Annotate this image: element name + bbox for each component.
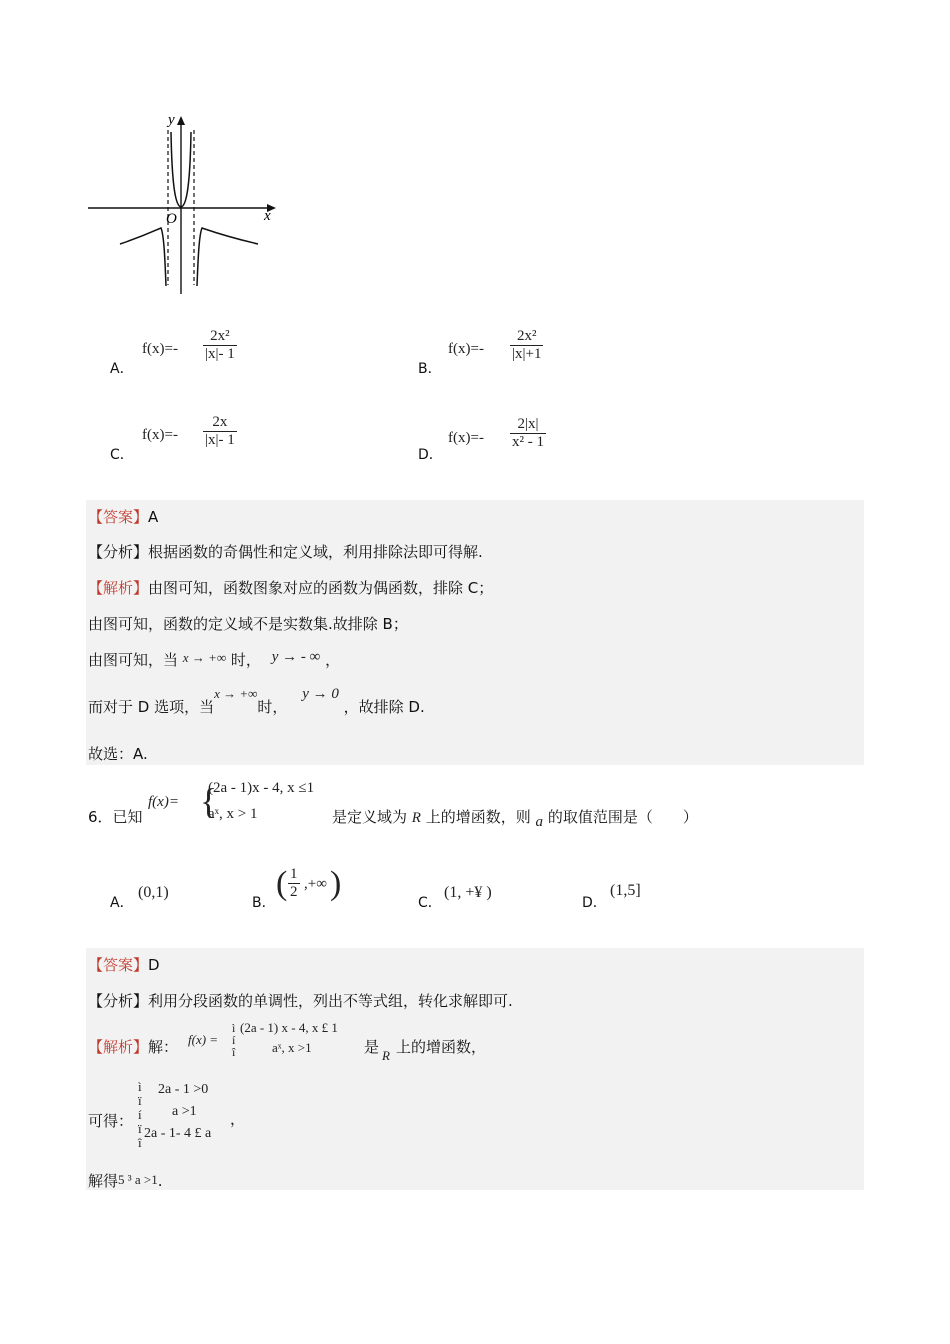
line3-math-1: x → +∞ <box>182 650 227 665</box>
option-lhs: f(x)=- <box>142 341 178 357</box>
option-fraction <box>203 328 237 363</box>
option-fraction <box>203 414 237 449</box>
answer-tag: 【答案】 <box>88 508 149 526</box>
line3-text-a: 由图可知，当 <box>88 651 179 669</box>
fraction-denominator: |x|+1 <box>512 346 542 362</box>
line4-math-1: x → +∞ <box>214 686 258 701</box>
sol-fx: f(x) = <box>188 1032 219 1047</box>
paren-open: ( <box>276 865 288 902</box>
x-axis-label: x <box>264 208 271 224</box>
line4-text-c: ，故排除 D. <box>343 698 425 716</box>
solution-tag: 【解析】 <box>88 1038 149 1056</box>
sol-piece-1: (2a - 1) x - 4, x £ 1 <box>240 1020 338 1035</box>
fraction-numerator: 2x² <box>203 328 237 346</box>
conclusion-line: 故选：A. <box>88 745 148 763</box>
result-line <box>88 1170 163 1191</box>
line3-text-c: ， <box>325 651 341 669</box>
option-letter: B． <box>252 895 276 911</box>
option-fraction <box>288 866 300 901</box>
answer-tag: 【答案】 <box>88 956 149 974</box>
q5-solution-box <box>86 500 864 765</box>
option-fraction <box>510 328 543 363</box>
function-graph <box>84 110 284 300</box>
sol-brace: ì í î <box>232 1021 236 1059</box>
line3-math-2: y → - ∞ <box>271 649 321 665</box>
line4-text-a: 而对于 D 选项，当 <box>88 698 215 716</box>
analysis-text: 利用分段函数的单调性，列出不等式组，转化求解即可. <box>148 992 513 1010</box>
analysis-text: 根据函数的奇偶性和定义域，利用排除法即可得解. <box>148 543 483 561</box>
q6-piece-2: aˣ, x > 1 <box>208 806 258 822</box>
q6-fx <box>148 794 179 811</box>
option-letter: C． <box>110 447 134 463</box>
stem-part-a: 是定义域为 <box>332 808 408 826</box>
option-letter: D． <box>418 447 443 463</box>
solution-line-2: 由图可知，函数的定义域不是实数集.故排除 B； <box>88 615 408 633</box>
analysis-line <box>88 990 513 1011</box>
fraction-denominator: |x|- 1 <box>205 432 235 448</box>
paren-close: ) <box>330 865 342 902</box>
analysis-line <box>88 541 483 562</box>
option-letter: A． <box>110 361 134 377</box>
solution-tag: 【解析】 <box>88 579 149 597</box>
line4-math-2: y → 0 <box>302 686 339 702</box>
fraction-numerator: 2x² <box>510 328 543 346</box>
sol-R: R <box>382 1048 390 1063</box>
inequality-system <box>88 1078 388 1148</box>
stem-R: R <box>411 810 421 826</box>
answer-value: A <box>148 508 159 526</box>
option-lhs: f(x)=- <box>448 430 484 446</box>
question-number: 6．已知 <box>88 808 143 826</box>
fraction-denominator: 2 <box>290 884 298 900</box>
result-label: 解得 <box>88 1172 119 1190</box>
answer-line <box>88 954 160 975</box>
solution-text: 由图可知，函数图象对应的函数为偶函数，排除 C； <box>148 579 494 597</box>
solution-label <box>88 1036 178 1057</box>
origin-label: O <box>166 211 177 227</box>
sol-mid: 是 <box>364 1038 380 1056</box>
result-end: . <box>157 1172 163 1190</box>
stem-a-var: a <box>535 814 544 830</box>
solution-line-1 <box>88 577 493 598</box>
y-axis-label: y <box>168 112 175 128</box>
curve-right <box>197 228 258 286</box>
ineq-1: 2a - 1 >0 <box>158 1082 209 1097</box>
result-math: 5 ³ a >1 <box>118 1172 158 1187</box>
curve-left <box>120 228 166 286</box>
y-axis-arrow <box>177 116 185 125</box>
q6-piece-1: (2a - 1)x - 4, x ≤1 <box>208 780 315 796</box>
fraction-denominator: x² - 1 <box>512 434 544 450</box>
solution-line-3 <box>88 649 340 670</box>
fraction-numerator: 1 <box>290 866 298 882</box>
solution-line-4 <box>88 686 425 717</box>
solution-line-1 <box>88 1018 588 1068</box>
option-letter: D． <box>582 895 607 911</box>
analysis-tag: 【分析】 <box>88 543 149 561</box>
option-value: (1,5] <box>610 882 641 899</box>
sol-end: 上的增函数， <box>396 1038 487 1056</box>
analysis-tag: 【分析】 <box>88 992 149 1010</box>
graph-svg <box>84 110 284 300</box>
option-lhs: f(x)=- <box>142 427 178 443</box>
option-value-rest: ,+∞ <box>304 876 327 892</box>
fraction-numerator: 2|x| <box>510 416 546 434</box>
answer-line <box>88 506 158 527</box>
option-letter: B． <box>418 361 442 377</box>
option-lhs: f(x)=- <box>448 341 484 357</box>
piecewise-brace: { <box>200 781 218 821</box>
q6-stem <box>86 775 866 835</box>
get-label: 可得： <box>88 1112 134 1130</box>
q6-stem-text <box>332 806 698 830</box>
option-value: (0,1) <box>138 884 169 901</box>
option-value: (1, +¥ ) <box>444 884 492 901</box>
stem-part-b: 上的增函数，则 <box>425 808 531 826</box>
q6-solution-box <box>86 948 864 1190</box>
solution-intro: 解： <box>148 1038 179 1056</box>
option-fraction <box>510 416 546 451</box>
option-letter: A． <box>110 895 134 911</box>
sol-piece-2: aˣ, x >1 <box>272 1040 312 1055</box>
fraction-denominator: |x|- 1 <box>205 346 235 362</box>
line3-text-b: 时， <box>230 651 261 669</box>
ineq-2: a >1 <box>172 1104 197 1119</box>
fraction-numerator: 2x <box>203 414 237 432</box>
system-brace: ì ï í ï î <box>138 1079 142 1150</box>
stem-part-c: 的取值范围是（ ） <box>547 808 698 826</box>
line4-text-b: 时， <box>257 698 288 716</box>
ineq-3: 2a - 1- 4 £ a <box>144 1126 212 1141</box>
option-letter: C． <box>418 895 442 911</box>
fx-text: f(x)= <box>148 794 179 810</box>
answer-value: D <box>148 956 160 974</box>
ineq-comma: ， <box>230 1110 246 1128</box>
